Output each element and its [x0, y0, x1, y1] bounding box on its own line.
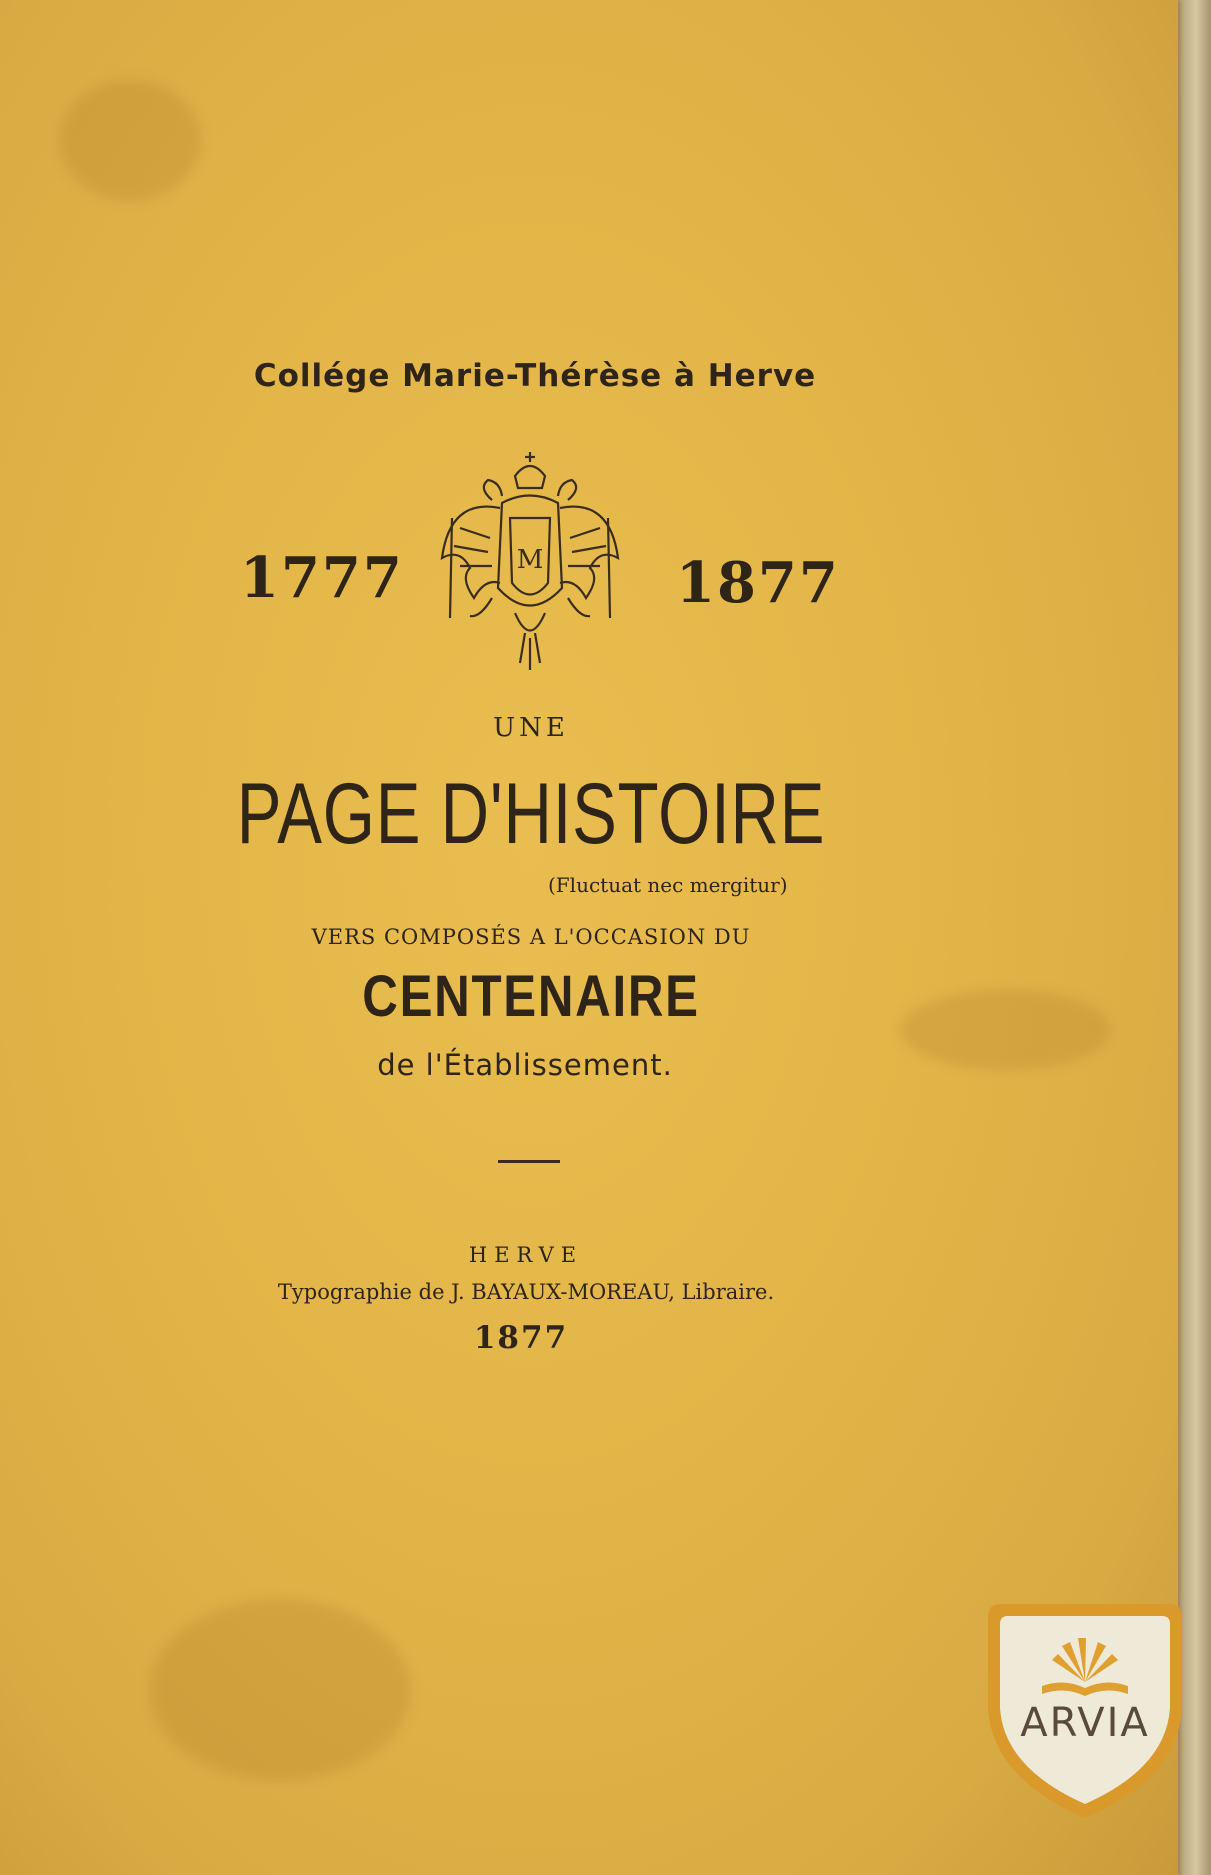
- stain: [150, 1600, 410, 1780]
- badge-label: ARVIA: [1020, 1700, 1150, 1746]
- divider-rule: [498, 1160, 560, 1163]
- motto: (Fluctuat nec mergitur): [548, 873, 788, 897]
- double-headed-eagle-crest-icon: [430, 448, 630, 678]
- year-end: 1877: [676, 550, 840, 616]
- book-title: PAGE D'HISTOIRE: [236, 766, 826, 862]
- centenaire-heading: CENTENAIRE: [362, 964, 700, 1029]
- imprint-city: HERVE: [468, 1243, 584, 1267]
- year-start: 1777: [240, 545, 404, 611]
- imprint-printer: Typographie de J. BAYAUX-MOREAU, Libraire.: [277, 1280, 775, 1304]
- imprint-year: 1877: [473, 1320, 569, 1356]
- svg-text:M: M: [516, 545, 544, 575]
- subtitle-une: UNE: [493, 713, 569, 743]
- etablissement-line: de l'Établissement.: [377, 1048, 673, 1082]
- verses-line: VERS COMPOSÉS A L'OCCASION DU: [311, 925, 751, 949]
- stain: [60, 80, 200, 200]
- college-name: Collége Marie-Thérèse à Herve: [253, 358, 817, 394]
